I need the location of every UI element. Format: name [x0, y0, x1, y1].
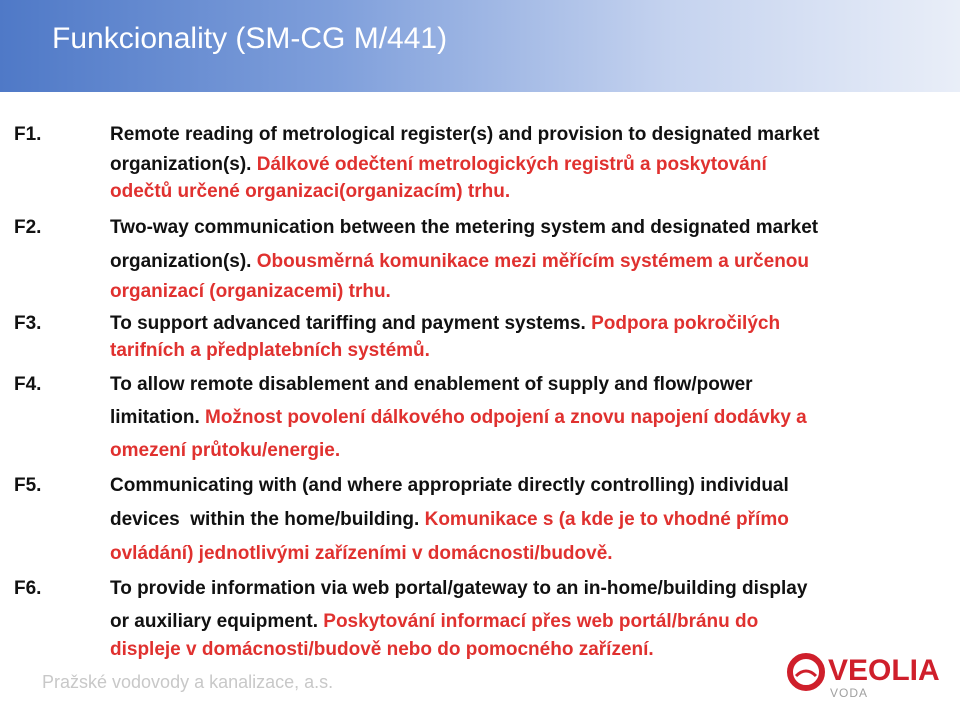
- english-text: limitation.: [110, 407, 205, 428]
- czech-text: tarifních a předplatebních systémů.: [110, 340, 430, 361]
- english-text: Remote reading of metrological register(s) and provision to designated market: [110, 124, 820, 145]
- item-line: [110, 537, 944, 570]
- item-line: [110, 118, 944, 151]
- logo-sub: VODA: [830, 686, 869, 700]
- czech-text: ovládání) jednotlivými zařízeními v domácnosti/budově.: [110, 543, 613, 564]
- item-line: [110, 279, 944, 305]
- item-number: F6.: [14, 578, 42, 599]
- czech-text: Podpora pokročilých: [591, 313, 781, 334]
- item-text: [110, 118, 944, 205]
- functionality-list: [14, 118, 944, 661]
- veolia-logo: [786, 648, 946, 704]
- czech-text: Možnost povolení dálkového odpojení a znovu napojení dodávky a: [205, 407, 807, 428]
- item-line: [110, 211, 944, 244]
- item-number: F5.: [14, 475, 42, 496]
- item-line: [110, 244, 944, 279]
- list-item-f3: [14, 307, 944, 362]
- item-line: [110, 401, 944, 434]
- item-line: [110, 434, 944, 467]
- item-line: [110, 151, 944, 179]
- english-text: organization(s).: [110, 154, 257, 175]
- logo-brand: VEOLIA: [828, 654, 940, 687]
- list-item-f1: [14, 118, 944, 205]
- english-text: Two-way communication between the metering system and designated market: [110, 217, 819, 238]
- item-number: F3.: [14, 313, 42, 334]
- english-text: Communicating with (and where appropriate directly controlling) individual: [110, 475, 789, 496]
- english-text: To allow remote disablement and enablement of supply and flow/power: [110, 374, 753, 395]
- english-text: To provide information via web portal/gateway to an in-home/building display: [110, 578, 808, 599]
- english-text: or auxiliary equipment.: [110, 611, 324, 632]
- veolia-swirl-icon: [786, 652, 826, 692]
- item-line: [110, 469, 944, 502]
- item-text: [110, 211, 944, 305]
- czech-text: odečtů určené organizaci(organizacím) trhu.: [110, 181, 511, 202]
- czech-text: Obousměrná komunikace mezi měřícím systémem a určenou: [256, 251, 810, 272]
- english-text: devices within the home/building.: [110, 509, 425, 530]
- item-line: [110, 572, 944, 605]
- slide-header: [0, 0, 960, 92]
- czech-text: organizací (organizacemi) trhu.: [110, 281, 391, 302]
- czech-text: omezení průtoku/energie.: [110, 440, 341, 461]
- item-number: F4.: [14, 374, 42, 395]
- czech-text: displeje v domácnosti/budově nebo do pomocného zařízení.: [110, 639, 654, 660]
- item-text: [110, 368, 944, 467]
- list-item-f4: [14, 368, 944, 467]
- english-text: To support advanced tariffing and payment systems.: [110, 313, 592, 334]
- item-line: [110, 307, 944, 340]
- item-line: [110, 605, 944, 639]
- slide-title: Funkcionality (SM-CG M/441): [52, 22, 448, 55]
- czech-text: Komunikace s (a kde je to vhodné přímo: [424, 509, 789, 530]
- list-item-f5: [14, 469, 944, 570]
- czech-text: Dálkové odečtení metrologických registrů a poskytování: [256, 154, 767, 175]
- item-text: [110, 469, 944, 570]
- czech-text: Poskytování informací přes web portál/bránu do: [323, 611, 759, 632]
- item-line: [110, 340, 944, 362]
- english-text: organization(s).: [110, 251, 257, 272]
- footer-company: Pražské vodovody a kanalizace, a.s.: [42, 672, 334, 692]
- list-item-f2: [14, 211, 944, 305]
- item-number: F2.: [14, 217, 42, 238]
- item-text: [110, 307, 944, 362]
- item-line: [110, 179, 944, 205]
- item-number: F1.: [14, 124, 42, 145]
- item-line: [110, 502, 944, 537]
- item-line: [110, 368, 944, 401]
